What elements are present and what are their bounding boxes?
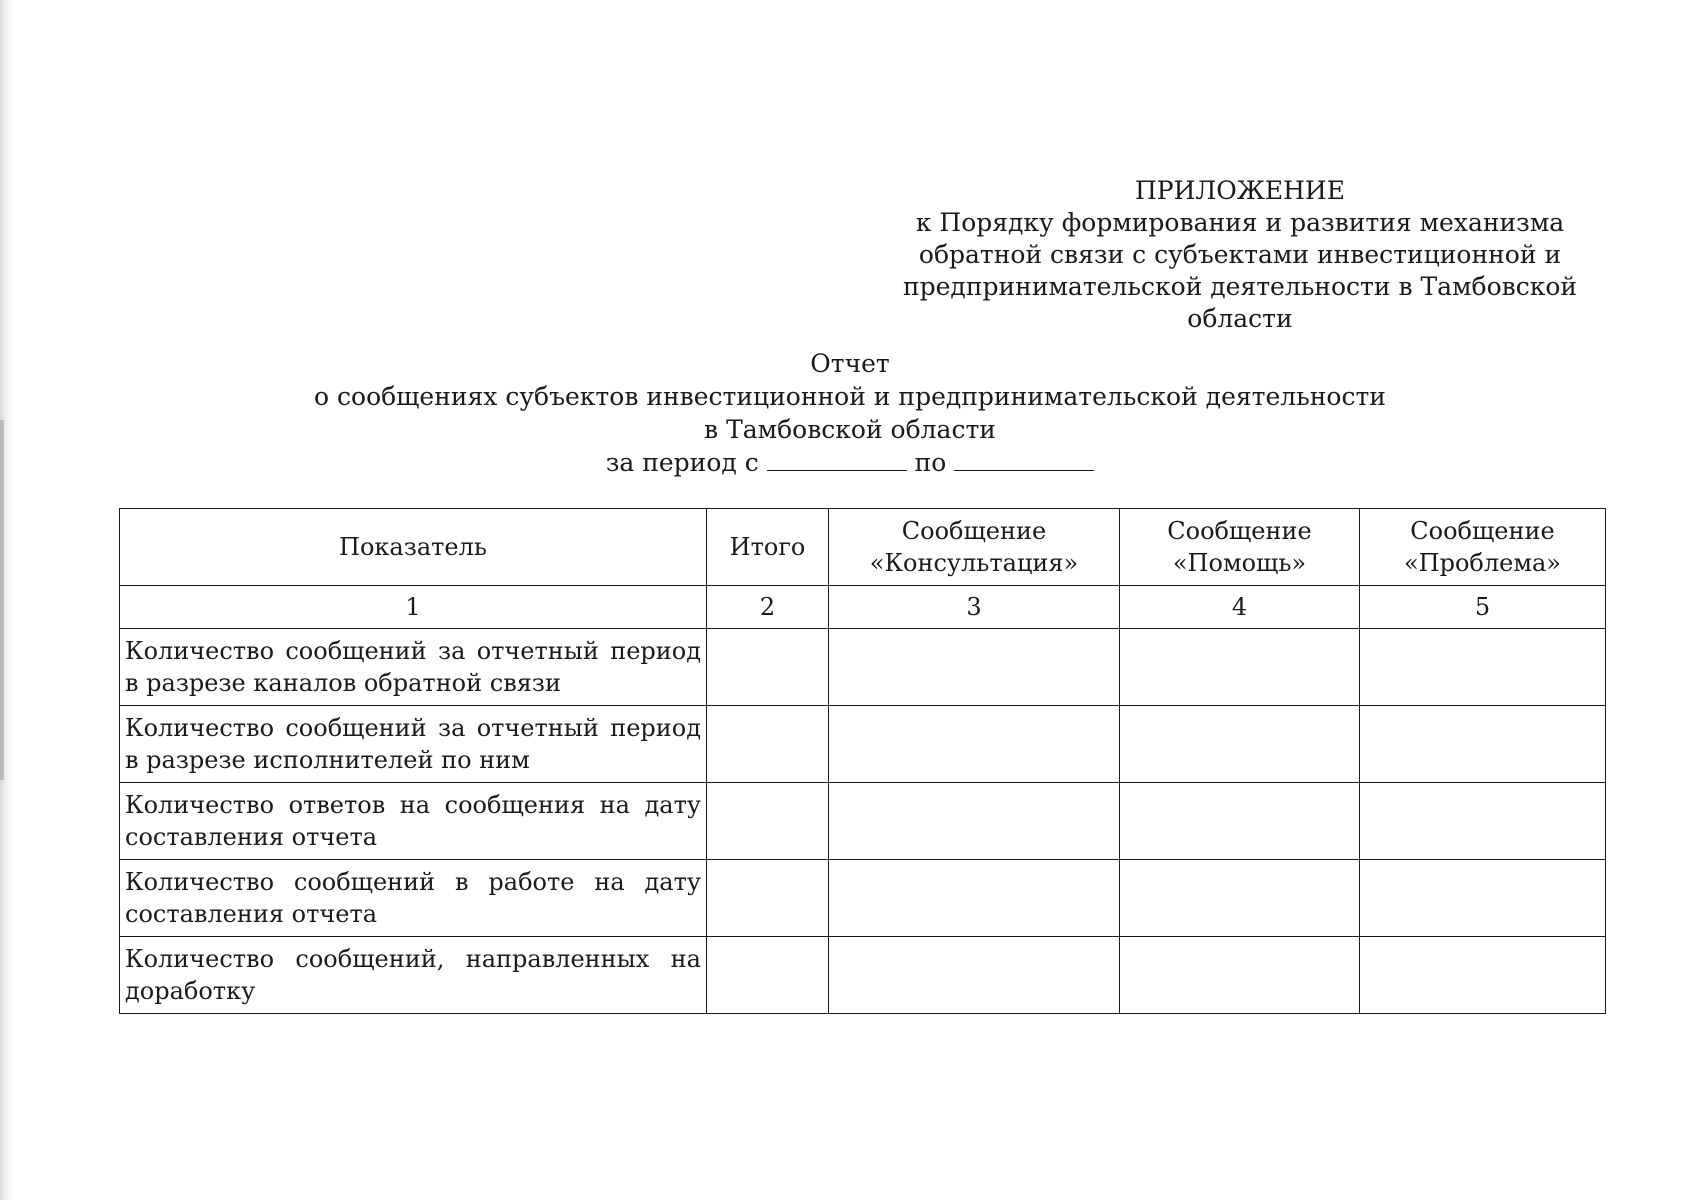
header-problem: Сообщение «Проблема»: [1360, 509, 1606, 586]
report-subtitle-1: о сообщениях субъектов инвестиционной и предпринимательской деятельности: [314, 382, 1386, 411]
report-period: [300, 446, 1400, 479]
scan-edge-shadow: [0, 420, 4, 780]
report-title: Отчет: [810, 349, 890, 378]
period-from-blank: [767, 448, 907, 471]
header-consultation: Сообщение «Консультация»: [829, 509, 1120, 586]
help-cell[interactable]: [1120, 783, 1360, 860]
consultation-cell[interactable]: [829, 860, 1120, 937]
problem-cell[interactable]: [1360, 860, 1606, 937]
consultation-cell[interactable]: [829, 706, 1120, 783]
header-indicator: Показатель: [120, 509, 707, 586]
total-cell[interactable]: [707, 860, 829, 937]
column-number: 4: [1120, 586, 1360, 629]
appendix-block: [880, 175, 1600, 335]
appendix-title: ПРИЛОЖЕНИЕ: [1135, 176, 1345, 205]
report-subtitle-2: в Тамбовской области: [704, 415, 996, 444]
appendix-line-1: к Порядку формирования и развития механизма: [915, 208, 1565, 237]
column-number: 1: [120, 586, 707, 629]
header-row: [120, 509, 1606, 586]
appendix-line-3: предпринимательской деятельности в Тамбовской области: [902, 272, 1578, 333]
header-total: Итого: [707, 509, 829, 586]
problem-cell[interactable]: [1360, 629, 1606, 706]
period-to-blank: [954, 448, 1094, 471]
column-number: 2: [707, 586, 829, 629]
indicator-label: Количество сообщений, направленных на доработку: [120, 937, 707, 1014]
help-cell[interactable]: [1120, 706, 1360, 783]
consultation-cell[interactable]: [829, 937, 1120, 1014]
report-heading: [300, 347, 1400, 479]
total-cell[interactable]: [707, 937, 829, 1014]
report-table: [119, 508, 1606, 1014]
column-number: 5: [1360, 586, 1606, 629]
total-cell[interactable]: [707, 629, 829, 706]
consultation-cell[interactable]: [829, 783, 1120, 860]
appendix-line-2: обратной связи с субъектами инвестиционной и: [918, 240, 1562, 269]
problem-cell[interactable]: [1360, 783, 1606, 860]
help-cell[interactable]: [1120, 860, 1360, 937]
indicator-label: Количество сообщений за отчетный период в разрезе исполнителей по ним: [120, 706, 707, 783]
total-cell[interactable]: [707, 706, 829, 783]
header-help: Сообщение «Помощь»: [1120, 509, 1360, 586]
indicator-label: Количество ответов на сообщения на дату составления отчета: [120, 783, 707, 860]
table-row: [120, 783, 1606, 860]
table-row: [120, 629, 1606, 706]
total-cell[interactable]: [707, 783, 829, 860]
column-number-row: [120, 586, 1606, 629]
table-row: [120, 706, 1606, 783]
consultation-cell[interactable]: [829, 629, 1120, 706]
table-row: [120, 937, 1606, 1014]
column-number: 3: [829, 586, 1120, 629]
help-cell[interactable]: [1120, 629, 1360, 706]
table-row: [120, 860, 1606, 937]
problem-cell[interactable]: [1360, 937, 1606, 1014]
indicator-label: Количество сообщений в работе на дату составления отчета: [120, 860, 707, 937]
problem-cell[interactable]: [1360, 706, 1606, 783]
help-cell[interactable]: [1120, 937, 1360, 1014]
period-to-label: по: [914, 448, 947, 477]
indicator-label: Количество сообщений за отчетный период в разрезе каналов обратной связи: [120, 629, 707, 706]
period-from-label: за период с: [605, 448, 759, 477]
